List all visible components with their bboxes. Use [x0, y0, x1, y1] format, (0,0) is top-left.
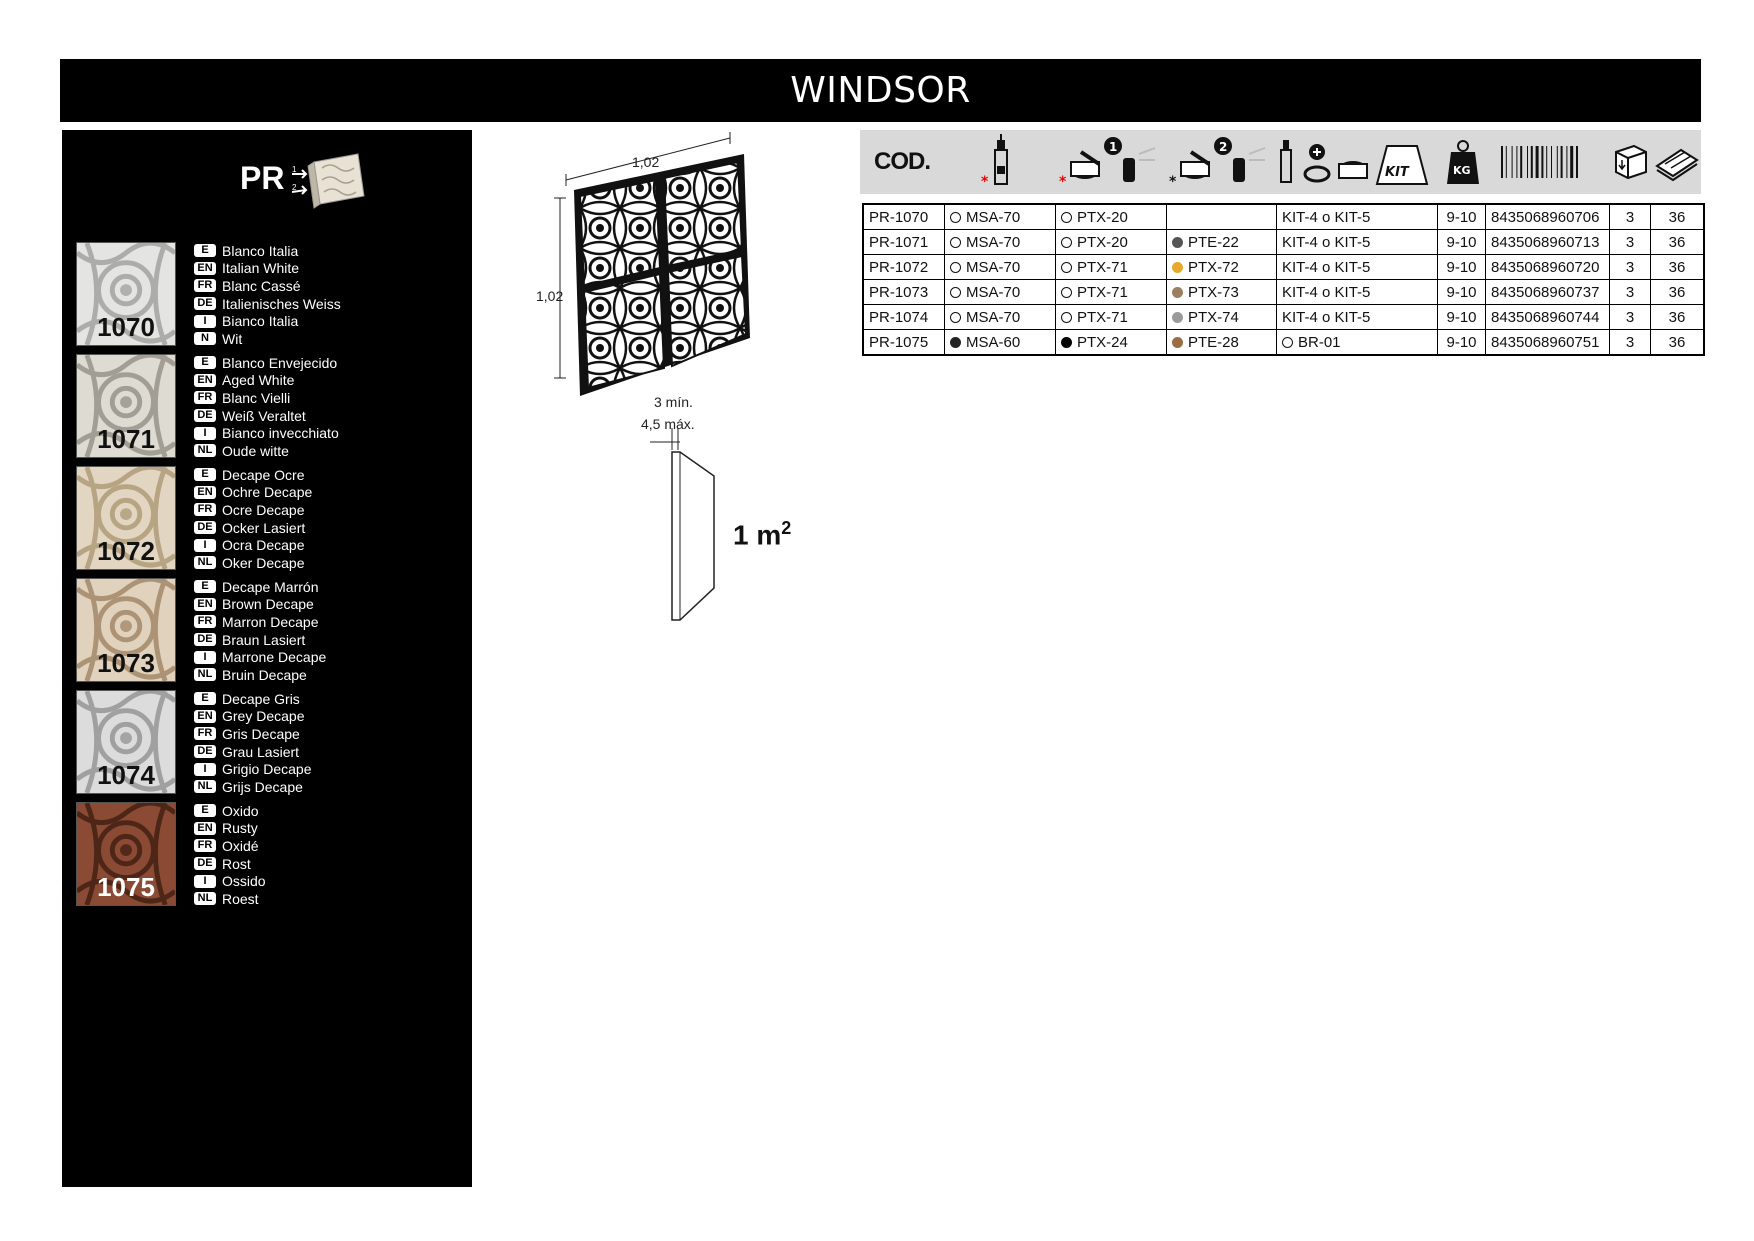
color-name: Aged White [222, 372, 295, 389]
color-dot [950, 287, 961, 298]
color-dot [1172, 237, 1183, 248]
box-qty-cell: 3 [1610, 255, 1651, 280]
color-name: Decape Gris [222, 690, 300, 707]
color-swatch [76, 578, 176, 682]
table-row [863, 280, 1704, 305]
color-name-row [194, 554, 312, 572]
color-name: Ossido [222, 873, 266, 890]
svg-text:2: 2 [292, 183, 297, 192]
cell-label: MSA-70 [966, 283, 1021, 301]
color-dot [1061, 312, 1072, 323]
language-tag: EN [194, 710, 216, 723]
pallet-icon [1652, 130, 1701, 194]
cell-label: PTX-71 [1077, 308, 1128, 326]
language-tag: NL [194, 444, 216, 457]
color-name-row [194, 372, 339, 390]
color-name: Marrone Decape [222, 649, 327, 666]
language-tag: DE [194, 521, 216, 534]
color-name: Ochre Decape [222, 484, 313, 501]
color-name-row [194, 277, 341, 295]
color-names [194, 354, 339, 460]
color-name: Gris Decape [222, 725, 300, 742]
color-option [76, 242, 456, 346]
paint-1-cell [1056, 330, 1167, 356]
color-dot [1172, 312, 1183, 323]
language-tag: FR [194, 391, 216, 404]
language-tag: E [194, 804, 216, 817]
language-tag: I [194, 539, 216, 552]
color-name-row [194, 466, 312, 484]
kit-cell [1277, 280, 1438, 305]
color-dot [1282, 337, 1293, 348]
weight-icon [1439, 130, 1487, 194]
kit-cell [1277, 305, 1438, 330]
cell-label: KIT-4 o KIT-5 [1282, 258, 1371, 276]
color-name-row [194, 648, 326, 666]
adhesive-icon [944, 130, 1054, 194]
language-tag: FR [194, 503, 216, 516]
cell-label: KIT-4 o KIT-5 [1282, 283, 1371, 301]
color-swatch [76, 690, 176, 794]
language-tag: I [194, 875, 216, 888]
language-tag: DE [194, 745, 216, 758]
color-name-row [194, 690, 312, 708]
color-name-row [194, 666, 326, 684]
adhesive-cell [945, 305, 1056, 330]
color-name: Rusty [222, 820, 258, 837]
language-tag: NL [194, 556, 216, 569]
color-name-row [194, 596, 326, 614]
color-names [194, 242, 341, 348]
pallet-qty-cell: 36 [1651, 330, 1705, 356]
table-row [863, 330, 1704, 356]
adhesive-cell [945, 255, 1056, 280]
language-tag: FR [194, 615, 216, 628]
color-name: Ocra Decape [222, 537, 305, 554]
color-option [76, 802, 456, 906]
language-tag: DE [194, 633, 216, 646]
kit-cell [1277, 255, 1438, 280]
color-name: Grau Lasiert [222, 743, 300, 760]
cell-label: PTX-20 [1077, 208, 1128, 226]
color-name-row [194, 613, 326, 631]
color-name: Italienisches Weiss [222, 295, 341, 312]
color-dot [950, 337, 961, 348]
color-dot [1172, 262, 1183, 273]
thickness-max-label: 4,5 máx. [641, 416, 695, 432]
pallet-qty-cell: 36 [1651, 305, 1705, 330]
color-name-row [194, 501, 312, 519]
color-option [76, 354, 456, 458]
color-names [194, 578, 326, 684]
code-header [860, 130, 944, 194]
cell-label: MSA-70 [966, 233, 1021, 251]
paint-1-cell [1056, 305, 1167, 330]
product-code-cell: PR-1070 [863, 204, 945, 230]
paint-2-cell [1167, 330, 1277, 356]
color-dot [950, 212, 961, 223]
color-name: Marron Decape [222, 613, 319, 630]
product-code-cell: PR-1072 [863, 255, 945, 280]
color-swatch [76, 802, 176, 906]
color-code: 1073 [97, 648, 155, 678]
color-name-row [194, 519, 312, 537]
spec-table [862, 203, 1705, 356]
paint-2-cell [1167, 255, 1277, 280]
color-name-row [194, 890, 266, 908]
box-qty-cell: 3 [1610, 305, 1651, 330]
time-cell: 9-10 [1438, 330, 1486, 356]
color-option [76, 578, 456, 682]
language-tag: FR [194, 727, 216, 740]
color-name-row [194, 725, 312, 743]
color-names [194, 802, 266, 908]
color-name-row [194, 708, 312, 726]
adhesive-cell [945, 330, 1056, 356]
color-name: Oxidé [222, 837, 259, 854]
language-tag: I [194, 427, 216, 440]
paint-2-cell [1167, 280, 1277, 305]
color-name-row [194, 536, 312, 554]
color-dot [1061, 237, 1072, 248]
color-name-row [194, 760, 312, 778]
language-tag: I [194, 651, 216, 664]
language-tag: EN [194, 486, 216, 499]
kit-cell [1277, 330, 1438, 356]
color-name: Weiß Veraltet [222, 407, 306, 424]
color-dot [1061, 287, 1072, 298]
color-dot [1061, 262, 1072, 273]
paint-1-cell [1056, 230, 1167, 255]
cell-label: BR-01 [1298, 333, 1341, 351]
color-name-row [194, 837, 266, 855]
color-name-row [194, 424, 339, 442]
color-code: 1071 [97, 424, 155, 454]
color-name: Decape Marrón [222, 578, 319, 595]
paint-step-1-icon [1054, 130, 1164, 194]
paint-2-cell [1167, 230, 1277, 255]
table-row [863, 204, 1704, 230]
cell-label: PTX-24 [1077, 333, 1128, 351]
language-tag: I [194, 763, 216, 776]
time-cell: 9-10 [1438, 280, 1486, 305]
time-cell: 9-10 [1438, 255, 1486, 280]
series-prefix: PR [240, 160, 285, 196]
paint-step-2-icon [1164, 130, 1274, 194]
product-code-cell: PR-1073 [863, 280, 945, 305]
cell-label: MSA-60 [966, 333, 1021, 351]
color-name-row [194, 312, 341, 330]
color-name-row [194, 778, 312, 796]
language-tag: NL [194, 892, 216, 905]
paint-1-cell [1056, 280, 1167, 305]
width-label: 1,02 [632, 154, 660, 170]
dimension-diagram [536, 128, 820, 628]
language-tag: E [194, 244, 216, 257]
color-name: Braun Lasiert [222, 631, 306, 648]
time-cell: 9-10 [1438, 305, 1486, 330]
color-code: 1070 [97, 312, 155, 342]
color-name: Blanco Envejecido [222, 354, 338, 371]
cell-label: MSA-70 [966, 208, 1021, 226]
cell-label: PTX-71 [1077, 258, 1128, 276]
color-name-row [194, 820, 266, 838]
language-tag: NL [194, 668, 216, 681]
svg-text:*: * [981, 174, 989, 190]
barcode-cell: 8435068960737 [1486, 280, 1610, 305]
color-swatch [76, 354, 176, 458]
color-name: Blanco Italia [222, 242, 299, 259]
box-qty-cell: 3 [1610, 330, 1651, 356]
barcode-cell: 8435068960744 [1486, 305, 1610, 330]
language-tag: E [194, 356, 216, 369]
color-name: Bianco invecchiato [222, 425, 339, 442]
color-name: Wit [222, 330, 243, 347]
time-cell: 9-10 [1438, 204, 1486, 230]
cell-label: MSA-70 [966, 308, 1021, 326]
language-tag: I [194, 315, 216, 328]
svg-text:2: 2 [1219, 140, 1228, 154]
barcode-icon [1487, 130, 1610, 194]
language-tag: NL [194, 780, 216, 793]
color-name-row [194, 743, 312, 761]
barcode-cell: 8435068960706 [1486, 204, 1610, 230]
cell-label: PTX-73 [1188, 283, 1239, 301]
svg-text:*: * [1059, 174, 1067, 190]
color-name: Ocker Lasiert [222, 519, 306, 536]
language-tag: EN [194, 374, 216, 387]
barcode-cell: 8435068960751 [1486, 330, 1610, 356]
code-header-label: COD. [874, 148, 930, 175]
color-name: Bruin Decape [222, 666, 307, 683]
cell-label: PTE-28 [1188, 333, 1239, 351]
language-tag: N [194, 332, 216, 345]
barcode-cell: 8435068960713 [1486, 230, 1610, 255]
cell-label: MSA-70 [966, 258, 1021, 276]
color-name-row [194, 484, 312, 502]
svg-text:1: 1 [292, 165, 297, 174]
cell-label: PTX-72 [1188, 258, 1239, 276]
color-code: 1075 [97, 872, 155, 902]
pallet-qty-cell: 36 [1651, 204, 1705, 230]
color-name: Brown Decape [222, 596, 314, 613]
color-dot [950, 237, 961, 248]
pallet-qty-cell: 36 [1651, 255, 1705, 280]
cell-label: KIT-4 o KIT-5 [1282, 233, 1371, 251]
language-tag: DE [194, 409, 216, 422]
language-tag: EN [194, 598, 216, 611]
color-name: Oxido [222, 802, 259, 819]
color-dot [950, 262, 961, 273]
product-code-cell: PR-1071 [863, 230, 945, 255]
panel-profile-icon [292, 150, 372, 210]
table-icon-header [860, 130, 1701, 194]
height-label: 1,02 [536, 288, 564, 304]
pallet-qty-cell: 36 [1651, 280, 1705, 305]
color-name-row [194, 802, 266, 820]
color-name: Blanc Cassé [222, 277, 301, 294]
cell-label: PTE-22 [1188, 233, 1239, 251]
color-name-row [194, 442, 339, 460]
color-dot [1172, 337, 1183, 348]
color-code: 1072 [97, 536, 155, 566]
cell-label: KIT-4 o KIT-5 [1282, 308, 1371, 326]
color-name-row [194, 855, 266, 873]
color-swatch [76, 466, 176, 570]
color-name-row [194, 389, 339, 407]
color-name-row [194, 631, 326, 649]
cell-label: PTX-74 [1188, 308, 1239, 326]
panel-drawing [540, 128, 820, 628]
color-panel [62, 130, 472, 1187]
svg-text:KIT: KIT [1384, 165, 1409, 180]
box-qty-cell: 3 [1610, 204, 1651, 230]
color-option [76, 690, 456, 794]
box-qty-cell: 3 [1610, 230, 1651, 255]
color-name: Oude witte [222, 442, 289, 459]
color-name: Italian White [222, 260, 300, 277]
language-tag: E [194, 692, 216, 705]
kit-cell [1277, 230, 1438, 255]
svg-text:1: 1 [1109, 140, 1118, 154]
language-tag: DE [194, 297, 216, 310]
page-title: WINDSOR [790, 70, 971, 111]
area-value: 1 m [733, 519, 782, 551]
box-qty-cell: 3 [1610, 280, 1651, 305]
color-name-row [194, 295, 341, 313]
time-cell: 9-10 [1438, 230, 1486, 255]
table-row [863, 255, 1704, 280]
color-name: Grijs Decape [222, 778, 303, 795]
box-icon [1610, 130, 1652, 194]
color-dot [950, 312, 961, 323]
area-unit-sup: 2 [781, 518, 792, 538]
color-name: Blanc Vielli [222, 389, 291, 406]
color-name-row [194, 242, 341, 260]
color-name-row [194, 578, 326, 596]
svg-text:KG: KG [1453, 164, 1471, 177]
color-names [194, 466, 312, 572]
paint-2-cell [1167, 305, 1277, 330]
color-dot [1061, 212, 1072, 223]
adhesive-cell [945, 230, 1056, 255]
language-tag: DE [194, 857, 216, 870]
paint-1-cell [1056, 255, 1167, 280]
cell-label: KIT-4 o KIT-5 [1282, 208, 1371, 226]
language-tag: EN [194, 822, 216, 835]
language-tag: FR [194, 839, 216, 852]
paint-2-cell [1167, 204, 1277, 230]
kit-icon [1274, 130, 1439, 194]
color-name: Oker Decape [222, 554, 305, 571]
color-name-row [194, 354, 339, 372]
adhesive-cell [945, 280, 1056, 305]
color-name-row [194, 260, 341, 278]
color-swatch [76, 242, 176, 346]
kit-cell [1277, 204, 1438, 230]
language-tag: E [194, 580, 216, 593]
color-name: Roest [222, 890, 259, 907]
cell-label: PTX-71 [1077, 283, 1128, 301]
barcode-cell: 8435068960720 [1486, 255, 1610, 280]
language-tag: FR [194, 279, 216, 292]
color-option [76, 466, 456, 570]
paint-1-cell [1056, 204, 1167, 230]
table-row [863, 230, 1704, 255]
language-tag: E [194, 468, 216, 481]
color-name: Rost [222, 855, 251, 872]
cell-label: PTX-20 [1077, 233, 1128, 251]
product-code-cell: PR-1075 [863, 330, 945, 356]
color-name: Decape Ocre [222, 466, 305, 483]
product-code-cell: PR-1074 [863, 305, 945, 330]
color-dot [1061, 337, 1072, 348]
pallet-qty-cell: 36 [1651, 230, 1705, 255]
adhesive-cell [945, 204, 1056, 230]
color-name-row [194, 330, 341, 348]
color-name: Grigio Decape [222, 761, 312, 778]
color-names [194, 690, 312, 796]
color-name: Grey Decape [222, 708, 305, 725]
title-bar [60, 59, 1701, 122]
color-dot [1172, 287, 1183, 298]
language-tag: EN [194, 262, 216, 275]
table-row [863, 305, 1704, 330]
color-code: 1074 [97, 760, 155, 790]
color-name: Bianco Italia [222, 313, 299, 330]
area-label [733, 518, 791, 551]
color-name: Ocre Decape [222, 501, 305, 518]
svg-text:*: * [1169, 174, 1177, 190]
series-heading [240, 150, 380, 210]
color-name-row [194, 407, 339, 425]
color-name-row [194, 872, 266, 890]
thickness-min-label: 3 mín. [654, 394, 693, 410]
